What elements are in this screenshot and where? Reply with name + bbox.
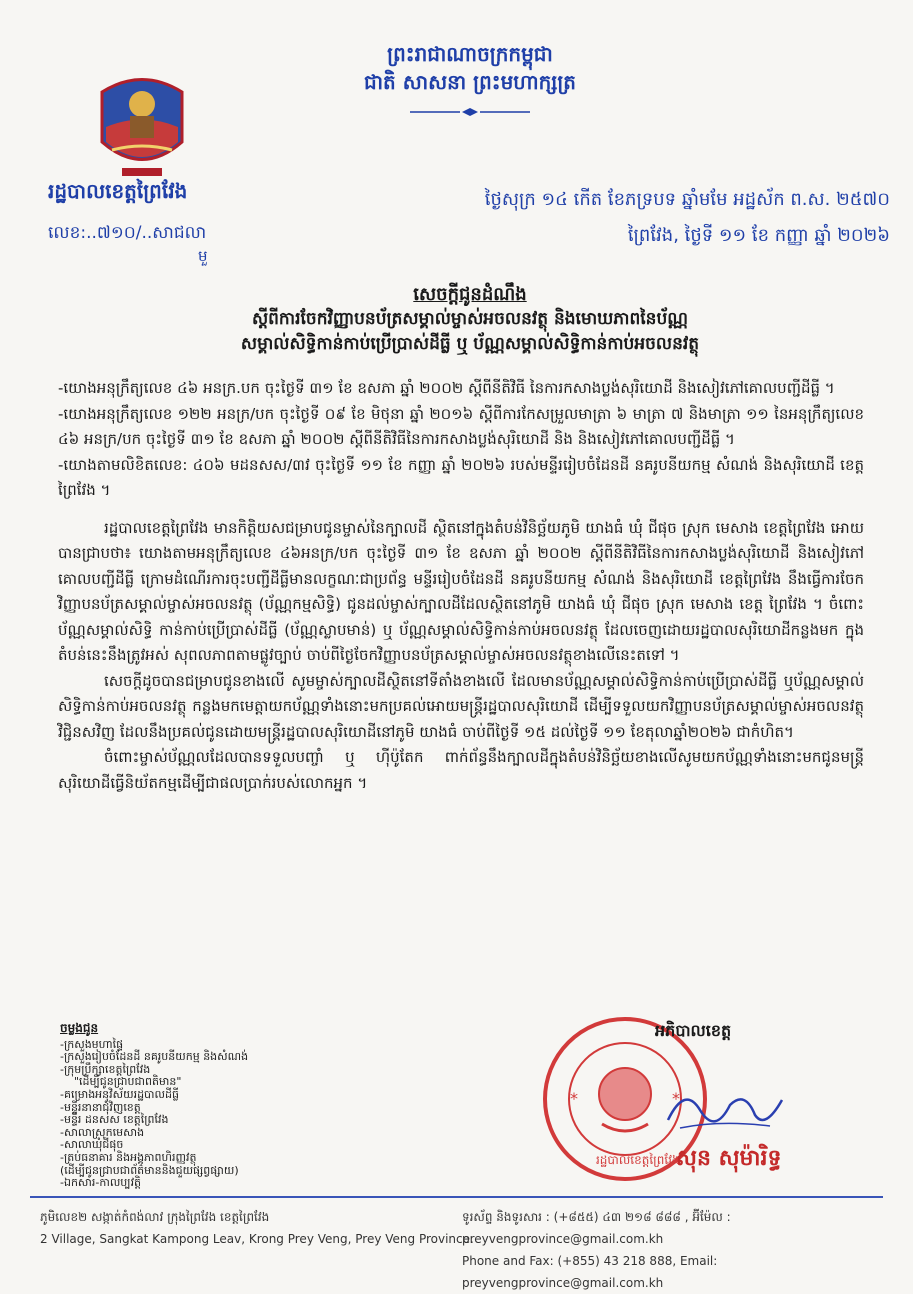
national-motto: ជាតិ សាសនា ព្រះមហាក្សត្រ [364,70,576,94]
cc-list [60,1022,270,1190]
reference-item: -យោងអនុក្រឹត្យលេខ ៤៦ អនក្រ.បក ចុះថ្ងៃទី ៣១ ខែ ឧសភា ឆ្នាំ ២០០២ ស្តីពីនីតិវិធី នៃការកសាងប្លង់សុរិយោដី និងសៀវភៅគោលបញ្ជីដីធ្លី ។ [58,379,835,397]
notice-title [120,282,820,357]
solar-date: ព្រៃវែង, ថ្ងៃទី ១១ ខែ កញ្ញា ឆ្នាំ ២០២៦ [627,225,890,246]
reference-number [48,222,208,269]
cc-item: "ដើម្បីជូនជ្រាបជាពតិមាន" [74,1075,182,1089]
footer-contact-kh: ទូរស័ព្ទ និងទូរសារ : (+៨៥៥) ៤៣ ២១៨ ៨៨៨ , អ៊ីម៉ែល : preyvengprovince@gmail.com.kh [462,1210,731,1246]
kingdom-name: ព្រះរាជាណាចក្រកម្ពុជា [387,42,553,66]
cc-item: -មន្ទីរនានាជុំវិញខេត្ត [60,1100,141,1114]
notice-title-line-2: ស្តីពីការចែកវិញ្ញាបនប័ត្រសម្គាល់ម្ចាស់អចលនវត្ថុ និងមោឃភាពនៃប័ណ្ណ [251,309,689,329]
provincial-emblem-icon [92,72,192,182]
letterhead [340,40,600,124]
cc-item: -មន្ទីរ ដនសស ខេត្តព្រៃវែង [60,1113,169,1127]
cc-item: -ត្រប់ធនាគារ និងអង្គភាពហិរញ្ញវត្ថុ [60,1150,197,1164]
reference-number-text: លេខ:..៧១០/..សាជលា [48,223,207,243]
stamp-text: រដ្ឋបាលខេត្តព្រៃវែង [596,1153,680,1167]
handwritten-signature-icon [660,1080,790,1140]
cc-item: -សាលាស្រុកមេសាង [60,1125,145,1139]
notice-body [58,376,864,796]
notice-title-line-1: សេចក្តីជូនដំណឹង [413,284,527,305]
reference-number-suffix: មួ [198,247,208,265]
footer-contact [462,1206,913,1294]
cc-item: -ក្រសួងរៀបចំដែនដី នគរូបនីយកម្ម និងសំណង់ [60,1050,249,1064]
reference-item: -យោងតាមលិខិតលេខ: ៤០៦ មដនសស/៣វ ចុះថ្ងៃទី ១១ ខែ កញ្ញា ឆ្នាំ ២០២៦ របស់មន្ទីររៀបចំដែនដី នគរូបនីយកម្ម សំណង់ និងសុរិយោដី ខេត្តព្រៃវែង ។ [58,455,864,499]
reference-item: -យោងអនុក្រឹត្យលេខ ១២២ អនក្រ/បក ចុះថ្ងៃទី ០៩ ខែ មិថុនា ឆ្នាំ ២០១៦ ស្តីពីការកែសម្រួលមាត្រា ៦ មាត្រា ៧ និងមាត្រា ១១ នៃអនុក្រឹត្យលេខ ៤៦ អនក្រ/បក ចុះថ្ងៃទី ៣១ ខែ ឧសភា ឆ្នាំ ២០០២ ស្តីពីនីតិវិធីនៃការកសាងប្លង់សុរិយោដី និង និងសៀវភៅគោលបញ្ជីដីធ្លី ។ [58,404,865,448]
body-paragraph: សេចក្តីដូចបានជម្រាបជូនខាងលើ សូមម្ចាស់ក្បាលដីស្ថិតនៅទីតាំងខាងលើ ដែលមានប័ណ្ណសម្គាល់សិទ្ធិកាន់កាប់ប្រើប្រាស់ដីធ្លី ឬប័ណ្ណសម្គាល់សិទ្ធិកាន់កាប់អចលនវត្ថុ កន្លងមកមេត្តាយកប័ណ្ណទាំងនោះមកប្រគល់អោយមន្ត្រីរដ្ឋបាលសុរិយោដី ដើម្បីទទួលយកវិញ្ញាបនប័ត្រសម្គាល់ម្ចាស់អចលនវត្ថុវិជ្ជិនសវិញ ដែលនឹងប្រគល់ជូនដោយមន្ត្រីរដ្ឋបាលសុរិយោដីនៅភូមិ យាងធំ ចាប់ពីថ្ងៃទី ១៥ ដល់ថ្ងៃទី ១១ ខែតុលាឆ្នាំ២០២៦ ជាកំហិត។ [58,671,864,741]
body-paragraph: រដ្ឋបាលខេត្តព្រៃវែង មានកិត្តិយសជម្រាបជូនម្ចាស់នៃក្បាលដី ស្ថិតនៅក្នុងតំបន់វិនិច្ឆ័យភូមិ យាងធំ ឃុំ ជីផុច ស្រុក មេសាង ខេត្តព្រៃវែង អោយបានជ្រាបថា៖ យោងតាមអនុក្រឹត្យលេខ ៤៦អនក្រ/បក ចុះថ្ងៃទី ៣១ ខែ ឧសភា ឆ្នាំ ២០០២ ស្តីពីនីតិវិធីនៃការកសាងប្លង់សុរិយោដី និងសៀវភៅគោលបញ្ជីដីធ្លី ក្រោមដំណើរការចុះបញ្ជីដីធ្លីមានលក្ខណៈជាប្រព័ន្ធ មន្ទីររៀបចំដែនដី នគរូបនីយកម្ម សំណង់ និងសុរិយោដី ខេត្តព្រៃវែង នឹងធ្វើការចែកវិញ្ញាបនប័ត្រសម្គាល់ម្ចាស់អចលនវត្ថុ (ប័ណ្ណកម្មសិទ្ធិ) ជូនដល់ម្ចាស់ក្បាលដីដែលស្ថិតនៅភូមិ យាងធំ ឃុំ ជីផុច ស្រុក មេសាង ខេត្ត ព្រៃវែង ។ ចំពោះប័ណ្ណសម្គាល់សិទ្ធិ កាន់កាប់ប្រើប្រាស់ដីធ្លី (ប័ណ្ណស្លាបមាន់) ឬ ប័ណ្ណសម្គាល់សិទ្ធិកាន់កាប់អចលនវត្ថុ ដែលចេញដោយរដ្ឋបាលសុរិយោដីកន្លងមក ក្នុងតំបន់នេះនឹងត្រូវអស់ សុពលភាពតាមផ្លូវច្បាប់ ចាប់ពីថ្ងៃចែកវិញ្ញាបនប័ត្រសម្គាល់ម្ចាស់អចលនវត្ថុខាងលើនេះតទៅ ។ [58,518,864,664]
footer-address-kh: ភូមិលេខ២ សង្កាត់កំពង់លាវ ក្រុងព្រៃវែង ខេត្តព្រៃវែង [40,1210,270,1224]
ornament-divider [410,107,530,117]
footer-divider [30,1196,883,1198]
footer-address [40,1206,474,1250]
notice-title-line-3: សម្គាល់សិទ្ធិកាន់កាប់ប្រើប្រាស់ដីធ្លី ឬ ប័ណ្ណសម្គាល់សិទ្ធិកាន់កាប់អចលនវត្ថុ [240,334,700,354]
date-block [330,182,890,254]
cc-item: -ក្រសួងមហាផ្ទៃ [60,1037,124,1051]
lunar-date: ថ្ងៃសុក្រ ១៤ កើត ខែភទ្របទ ឆ្នាំមមែ អដ្ឋស័ក ព.ស. ២៥៧០ [484,189,890,210]
province-admin-name: រដ្ឋបាលខេត្តព្រៃវែង [48,179,188,203]
cc-item: -ឯកសារ-កាលប្បវត្តិ [60,1176,142,1190]
svg-text:*: * [570,1089,578,1108]
cc-item: (ដើម្បីជូនជ្រាបជាព័ត៌មាននិងជួយផ្សព្វផ្សាយ) [60,1163,239,1177]
signatory-title: អភិបាលខេត្ត [655,1021,732,1040]
footer-address-en: 2 Village, Sangkat Kampong Leav, Krong Prey Veng, Prey Veng Province. [40,1232,474,1246]
body-paragraph: ចំពោះម្ចាស់ប័ណ្ណលដែលបានទទួលបញ្ចាំ ឬ ហ៊ីប៉ូតែក ពាក់ព័ន្ធនឹងក្បាលដីក្នុងតំបន់វិនិច្ឆ័យខាងលើសូមយកប័ណ្ណទាំងនោះមកជូនមន្ត្រីសុរិយោដីធ្វើនិយ័តកម្មដើម្បីជាផលប្រាក់របស់លោកអ្នក ។ [58,748,864,792]
cc-item: -សាលាឃុំជីផុច [60,1138,124,1152]
cc-item: -គម្រោងអនុវិស័យរដ្ឋបាលដីធ្លី [60,1087,179,1101]
svg-text:*: * [672,1089,680,1108]
signatory-name: សុន សុម៉ារិទ្ធ [676,1146,782,1171]
footer-contact-en: Phone and Fax: (+855) 43 218 888, Email: preyvengprovince@gmail.com.kh [462,1254,718,1290]
cc-item: -ក្រុមប្រឹក្សាខេត្តព្រៃវែង [60,1062,151,1076]
cc-heading: ចម្លងជូន [60,1021,99,1035]
